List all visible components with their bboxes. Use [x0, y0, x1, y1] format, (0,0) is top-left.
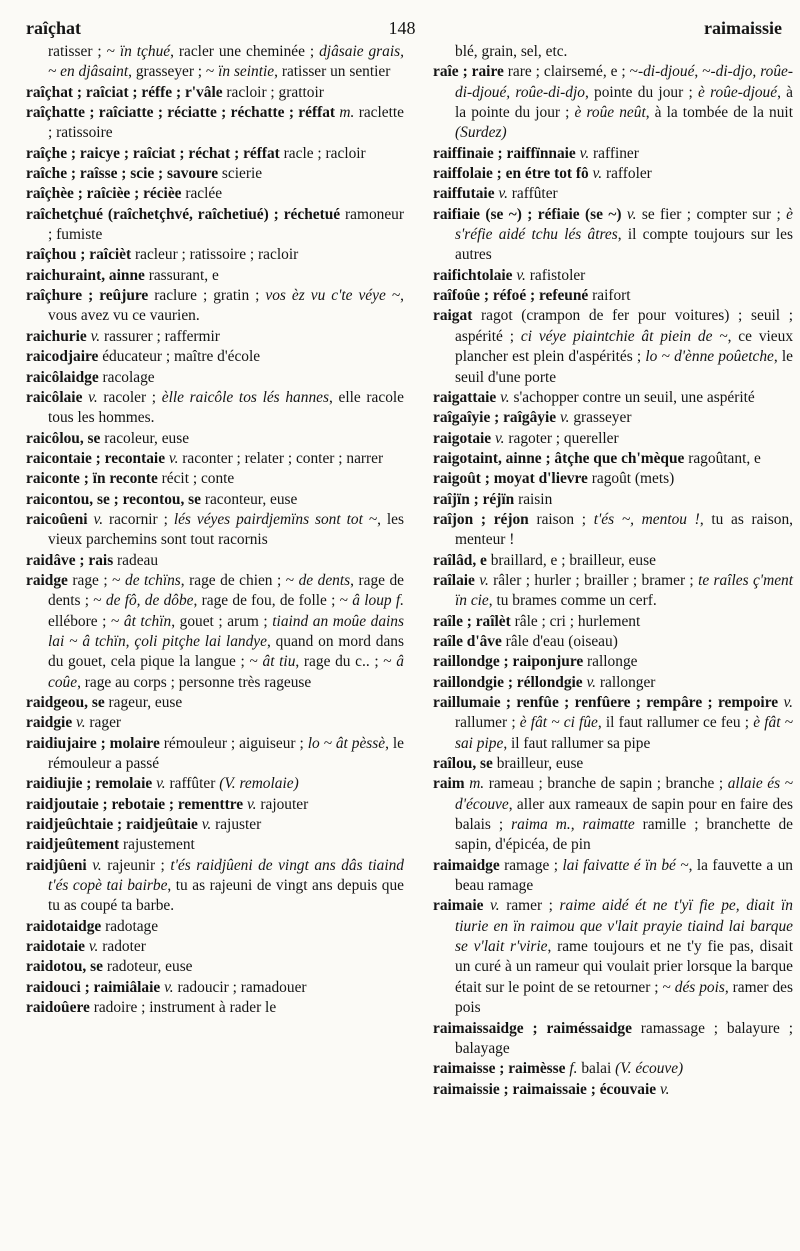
definition-text: rémouleur ; aiguiseur ; — [159, 734, 308, 752]
italic-text: v. — [164, 978, 174, 996]
definition-text: rafistoler — [525, 266, 586, 284]
definition-text: radoire ; instrument à rader le — [89, 999, 277, 1017]
definition-text: rallonge — [583, 653, 638, 671]
headword: raîjïn ; réjïn — [433, 490, 515, 508]
italic-text: v. — [659, 1080, 670, 1098]
headword: raicoûeni — [26, 510, 88, 528]
definition-text: radotage — [101, 917, 159, 935]
italic-text: v. — [500, 388, 510, 406]
definition-text: rager — [85, 714, 122, 732]
left-column — [26, 42, 404, 1019]
definition-text: ratisser ; ~ — [48, 43, 120, 60]
dictionary-entry — [433, 408, 793, 428]
definition-text: rassurant, e — [144, 266, 219, 284]
dictionary-entry — [433, 754, 793, 774]
definition-text: rassurer ; raffermir — [100, 327, 220, 345]
italic-text: v. — [586, 673, 597, 691]
italic-text: è roûe-djoué — [698, 83, 778, 101]
dictionary-entry — [26, 510, 404, 551]
dictionary-entry — [433, 673, 793, 693]
definition-text: , il faut rallumer sa pipe — [503, 734, 651, 752]
dictionary-entry — [26, 734, 404, 775]
dictionary-entry — [26, 571, 404, 693]
headword: raicontou, se ; recontou, se — [26, 490, 201, 508]
dictionary-entry — [26, 164, 404, 184]
definition-text: rallumer ; — [455, 714, 520, 732]
headword: raidjûeni — [26, 856, 87, 874]
headword: raifichtolaie — [433, 266, 513, 284]
dictionary-entry — [26, 103, 404, 144]
definition-text: raconter ; relater ; conter ; narrer — [178, 449, 384, 467]
headword: raidge — [26, 571, 68, 589]
dictionary-entry — [26, 693, 404, 713]
headword: raîlâd, e — [433, 551, 487, 569]
italic-text: ïn seintie — [218, 63, 275, 81]
definition-text: , tu brames comme un cerf. — [488, 592, 657, 610]
italic-text: t'és ~, mentou ! — [593, 510, 700, 528]
italic-text: è fât ~ ci fûe — [519, 714, 598, 732]
definition-text: , rage de chien ; ~ — [180, 571, 299, 589]
headword: raigoût ; moyat d'lievre — [433, 470, 588, 488]
italic-text: v. — [592, 165, 603, 183]
headword: raiconte ; ïn reconte — [26, 470, 158, 488]
headword: raidotaidge — [26, 917, 102, 935]
italic-text: v. — [490, 897, 500, 915]
definition-text: , rage au corps ; personne très rageuse — [77, 673, 312, 691]
headword: raîchetçhué (raîchetçhvé, raîchetiué) ; réchetué — [26, 205, 341, 223]
dictionary-entry — [26, 449, 404, 469]
italic-text: è s'réfie aidé tchu lés âtres — [455, 205, 794, 244]
entry-continuation — [433, 42, 793, 62]
definition-text: ellébore ; ~ — [48, 612, 124, 630]
definition-text: ragoûtant, e — [684, 449, 761, 467]
italic-text: t'és raidjûeni de vingt ans dâs tiaind t'és copè tai bairbe — [48, 856, 404, 895]
dictionary-entry — [433, 144, 793, 164]
italic-text: v. — [88, 388, 98, 406]
dictionary-entry — [26, 795, 404, 815]
definition-text: rajouter — [256, 795, 309, 813]
definition-text: raclette ; ratissoire — [48, 104, 404, 142]
headword: raidouci ; raimiâlaie — [26, 978, 161, 996]
headword: raicontaie ; recontaie — [26, 449, 166, 467]
definition-text: , il faut rallumer ce feu ; — [597, 714, 754, 732]
italic-text: è roûe neût — [574, 104, 646, 122]
italic-text: de tchïns — [125, 571, 181, 589]
dictionary-entry — [433, 429, 793, 449]
headword: raigotaie — [433, 429, 492, 447]
headword: raîçhatte ; raîciatte ; réciatte ; réchatte ; réffat — [26, 104, 336, 122]
dictionary-entry — [26, 917, 404, 937]
headword: raîle d'âve — [433, 632, 502, 650]
headword: raidiujie ; remolaie — [26, 775, 153, 793]
dictionary-entry — [26, 815, 404, 835]
headword: raimaisse ; raimèsse — [433, 1060, 566, 1078]
headword: raidgeou, se — [26, 694, 105, 711]
dictionary-entry — [433, 1019, 793, 1060]
dictionary-entry — [26, 327, 404, 347]
dictionary-entry — [433, 205, 793, 266]
definition-text: ramage ; — [499, 856, 563, 874]
definition-text: , ce vieux plancher est plein d'aspérités ; — [455, 327, 794, 366]
italic-text: lés véyes pairdjemïns sont tot ~ — [173, 510, 378, 528]
italic-text: de fô, de dôbe — [105, 592, 194, 610]
definition-text: racleur ; ratissoire ; racloir — [131, 246, 299, 264]
italic-text: â coûe — [48, 653, 404, 691]
dictionary-entry — [433, 896, 793, 1018]
headword: raigotaint, ainne ; âtçhe que ch'mèque — [433, 449, 685, 467]
italic-text: ât tiu — [262, 653, 296, 671]
dictionary-entry — [433, 184, 793, 204]
dictionary-entry — [433, 449, 793, 469]
definition-text: râle ; cri ; hurlement — [510, 612, 641, 630]
definition-text: raffûter — [165, 775, 220, 793]
definition-text: racoler ; — [97, 388, 162, 406]
definition-text: rajeunir ; — [101, 856, 171, 874]
headword: raidiujaire ; molaire — [26, 734, 160, 752]
headword: raicôlaidge — [26, 368, 99, 386]
definition-text: , la fauvette a un beau ramage — [455, 856, 793, 895]
italic-text: v. — [498, 185, 508, 203]
definition-text: , les vieux parchemins sont tout racornis — [48, 510, 404, 549]
headword: raigattaie — [433, 388, 497, 406]
italic-text: m. — [339, 104, 355, 122]
definition-text: rameau ; branche de sapin ; branche ; — [484, 775, 728, 793]
headword: raîçhe ; raicye ; raîciat ; réchat ; réffat — [26, 144, 280, 162]
headword: raidotou, se — [26, 958, 103, 976]
definition-text: , ~- — [694, 63, 716, 81]
italic-text: de dents — [298, 571, 351, 589]
definition-text: rajustement — [119, 836, 195, 854]
italic-text: te raîles ç'ment ïn cie — [455, 571, 793, 610]
definition-text: récit ; conte — [157, 470, 235, 488]
dictionary-entry — [433, 388, 793, 408]
dictionary-entry — [433, 632, 793, 652]
dictionary-entry — [433, 693, 793, 754]
definition-text: , ratisser un sentier — [274, 63, 391, 81]
definition-text: radoteur, euse — [102, 958, 193, 976]
dictionary-entry — [26, 83, 404, 103]
italic-text: ci véye piaintchie ât piein de ~ — [520, 327, 728, 345]
definition-text: ragoter ; quereller — [504, 429, 619, 447]
dictionary-entry — [433, 164, 793, 184]
italic-text: (V. remolaie) — [219, 775, 299, 793]
headword: raidoûere — [26, 999, 90, 1017]
definition-text: scierie — [218, 165, 263, 183]
headword: raîgaîyie ; raîgâyie — [433, 409, 557, 427]
dictionary-entry — [433, 510, 793, 551]
headword: raigat — [433, 307, 473, 325]
italic-text: m. — [469, 775, 485, 793]
italic-text: ât tchïn — [123, 612, 172, 630]
italic-text: lo ~ ât pèssè — [307, 734, 386, 752]
definition-text: racle ; racloir — [279, 144, 366, 162]
definition-text: raclée — [181, 185, 223, 203]
italic-text: v. — [92, 856, 102, 874]
headword: raiffinaie ; raiffïnnaie — [433, 144, 576, 162]
headword: raillumaie ; renfûe ; renfûere ; rempâre ; rempoire — [433, 694, 779, 711]
dictionary-entry — [26, 490, 404, 510]
page-number: 148 — [388, 18, 416, 38]
italic-text: èlle raicôle tos lés hannes — [161, 388, 329, 406]
italic-text: (V. écouve) — [615, 1060, 684, 1078]
dictionary-entry — [26, 856, 404, 917]
definition-text: raison ; — [528, 510, 594, 528]
dictionary-entry — [433, 286, 793, 306]
definition-text: radoter — [98, 938, 146, 956]
definition-text: , rage de dents ; ~ — [48, 571, 405, 610]
headword: raifiaie (se ~) ; réfiaie (se ~) — [433, 205, 622, 223]
italic-text: allaie és ~ d'écouve — [455, 775, 793, 813]
definition-text: s'achopper contre un seuil, une aspérité — [509, 388, 755, 406]
definition-text: , à la tombée de la nuit — [645, 104, 793, 122]
headword: raîle ; raîlèt — [433, 612, 511, 630]
headword: raim — [433, 775, 465, 793]
italic-text: lo ~ d'ènne poûetche — [645, 348, 774, 366]
dictionary-entry — [26, 347, 404, 367]
definition-text: , rage du c.. ; ~ — [295, 653, 397, 671]
entry-continuation — [26, 42, 404, 83]
dictionary-entry — [26, 245, 404, 265]
headword: raîjon ; réjon — [433, 510, 529, 528]
definition-text: ramer ; — [499, 897, 560, 915]
headword: raidotaie — [26, 938, 85, 956]
dictionary-entry — [433, 774, 793, 855]
headword: raîlaie — [433, 571, 475, 589]
definition-text: , quand on mord dans du gouet, cela pique la langue ; ~ — [48, 632, 404, 671]
definition-text: ragoût (mets) — [587, 470, 675, 488]
italic-text: vos èz vu c'te véye ~ — [265, 287, 401, 305]
headword: raidgie — [26, 714, 73, 732]
definition-text: racornir ; — [103, 510, 174, 528]
italic-text: è fât ~ sai pipe — [455, 714, 793, 752]
definition-text: râle d'eau (oiseau) — [501, 632, 618, 650]
definition-text: rageur, euse — [104, 694, 183, 711]
headword: raicodjaire — [26, 348, 99, 366]
headword: raidjeûchtaie ; raidjeûtaie — [26, 816, 198, 834]
headword: raîçhat ; raîciat ; réffe ; r'vâle — [26, 83, 223, 101]
definition-text: rallonger — [596, 673, 656, 691]
definition-text: raisin — [514, 490, 553, 508]
headword: raicôlou, se — [26, 429, 101, 447]
headword: raîfoûe ; réfoé ; refeuné — [433, 287, 589, 305]
definition-text: brailleur, euse — [492, 755, 584, 773]
definition-text: ramoneur ; fumiste — [48, 205, 404, 244]
dictionary-entry — [26, 388, 404, 429]
italic-text: v. — [479, 571, 489, 589]
page-header — [22, 14, 782, 42]
headword: raîçhure ; reûjure — [26, 287, 149, 305]
italic-text: v. — [90, 327, 101, 345]
dictionary-entry — [26, 957, 404, 977]
definition-text: raifort — [588, 287, 631, 305]
italic-text: v. — [93, 510, 104, 528]
headword: raiffolaie ; en étre tot fô — [433, 165, 589, 183]
italic-text: f. — [569, 1060, 578, 1078]
headword: raîlou, se — [433, 755, 493, 773]
definition-text: ramassage ; balayure ; balayage — [455, 1019, 793, 1057]
headword: raillondgie ; réllondgie — [433, 673, 583, 691]
definition-text: raconteur, euse — [200, 490, 298, 508]
dictionary-entry — [26, 551, 404, 571]
headword: raîche ; raîsse ; scie ; savoure — [26, 165, 219, 183]
dictionary-entry — [26, 368, 404, 388]
definition-text: braillard, e ; brailleur, euse — [486, 551, 656, 569]
dictionary-entry — [433, 1059, 793, 1079]
definition-text: , tu as rajeuni de vingt ans depuis que tu as coupé ta barbe. — [48, 877, 404, 915]
definition-text: balai — [577, 1060, 616, 1078]
dictionary-entry — [26, 774, 404, 794]
definition-text: râler ; hurler ; brailler ; bramer ; — [488, 571, 699, 589]
headword: raimaissaidge ; raiméssaidge — [433, 1019, 632, 1037]
italic-text: â loup f. — [352, 592, 404, 610]
definition-text: , le seuil d'une porte — [455, 348, 793, 386]
dictionary-entry — [26, 205, 404, 246]
dictionary-entry — [433, 306, 793, 387]
italic-text: lai faivatte é ïn bé ~ — [562, 856, 689, 874]
dictionary-entry — [433, 856, 793, 897]
italic-text: raime aidé ét ne t'yï fie pe, diait ïn tiurie en ïn raimou que v'lait prayie tiaind lai barque se v'lait r'virie — [455, 897, 793, 956]
italic-text: v. — [88, 938, 99, 956]
definition-text: raffoler — [602, 165, 652, 183]
italic-text: v. — [76, 714, 86, 732]
headword: raimaie — [433, 897, 484, 915]
italic-text: v. — [201, 816, 212, 834]
header-first-headword: raîçhat — [26, 18, 81, 38]
definition-text: racolage — [98, 368, 155, 386]
definition-text: , gouet ; arum ; — [171, 612, 273, 630]
definition-text: , à la pointe du jour ; — [455, 83, 794, 122]
dictionary-entry — [26, 429, 404, 449]
dictionary-entry — [26, 835, 404, 855]
dictionary-entry — [433, 469, 793, 489]
definition-text: , pointe du jour ; — [584, 83, 699, 101]
italic-text: v. — [626, 205, 637, 223]
definition-text: radoucir ; ramadouer — [173, 978, 307, 996]
definition-text: raclure ; gratin ; — [148, 287, 266, 305]
definition-text: , racler une cheminée ; — [170, 43, 320, 60]
definition-text: racloir ; grattoir — [222, 83, 324, 101]
italic-text: dés pois — [674, 978, 725, 996]
definition-text: , vous avez vu ce vaurien. — [48, 287, 404, 325]
headword: raîçhèe ; raîcièe ; récièe — [26, 185, 182, 203]
definition-text: , le rémouleur a passé — [48, 734, 404, 773]
dictionary-entry — [433, 62, 793, 143]
headword: raîçhou ; raîcièt — [26, 246, 132, 264]
italic-text: v. — [168, 449, 179, 467]
dictionary-entry — [433, 1080, 793, 1100]
definition-text: se fier ; compter sur ; — [636, 205, 787, 223]
dictionary-entry — [433, 490, 793, 510]
definition-text: , il compte toujours sur les autres — [455, 226, 793, 264]
headword: raiffutaie — [433, 185, 495, 203]
definition-text: rare ; clairsemé, e ; ~- — [503, 63, 644, 81]
dictionary-entry — [26, 978, 404, 998]
dictionary-entry — [26, 713, 404, 733]
headword: raichurie — [26, 327, 87, 345]
italic-text: tiaind an moûe dains lai ~ â tchïn, çoli pitçhe lai landye — [48, 612, 404, 650]
headword: raicôlaie — [26, 388, 83, 406]
headword: raimaidge — [433, 856, 500, 874]
italic-text: v. — [783, 694, 793, 711]
definition-text: éducateur ; maître d'école — [98, 348, 261, 366]
definition-text: racoleur, euse — [100, 429, 190, 447]
definition-text: , tu as raison, menteur ! — [455, 510, 793, 549]
definition-text: , rage de fou, de folle ; ~ — [193, 592, 353, 610]
dictionary-entry — [26, 998, 404, 1018]
italic-text: (Surdez) — [455, 124, 507, 142]
dictionary-entry — [26, 266, 404, 286]
italic-text: raima m., raimatte — [511, 816, 635, 834]
definition-text: , ramer des pois — [455, 978, 793, 1017]
italic-text: djâsaie grais, ~ en djâsaint — [48, 43, 404, 81]
italic-text: v. — [494, 429, 505, 447]
dictionary-entry — [433, 266, 793, 286]
definition-text: ragot (crampon de fer pour voitures) ; seuil ; aspérité ; — [455, 307, 793, 345]
italic-text: v. — [516, 266, 526, 284]
definition-text: grasseyer — [569, 409, 632, 427]
headword: raillondge ; raiponjure — [433, 653, 584, 671]
definition-text: raffûter — [507, 185, 558, 203]
entry-columns — [22, 42, 794, 1242]
italic-text: v. — [156, 775, 166, 793]
dictionary-entry — [26, 286, 404, 327]
headword: raidjeûtement — [26, 836, 120, 854]
definition-text: rage ; ~ — [67, 571, 125, 589]
italic-text: di-djoué — [643, 63, 695, 81]
header-last-headword: raimaissie — [704, 18, 782, 38]
dictionary-entry — [26, 184, 404, 204]
dictionary-entry — [433, 652, 793, 672]
right-column — [433, 42, 793, 1100]
italic-text: di-djo, roûe-di-djoué, roûe-di-djo — [455, 63, 793, 101]
dictionary-entry — [433, 551, 793, 571]
headword: raidjoutaie ; rebotaie ; rementtre — [26, 795, 244, 813]
italic-text: v. — [579, 144, 590, 162]
dictionary-entry — [26, 144, 404, 164]
definition-text: blé, grain, sel, etc. — [455, 43, 568, 60]
headword: raidâve ; rais — [26, 551, 114, 569]
definition-text: radeau — [113, 551, 159, 569]
definition-text: , grasseyer ; ~ — [128, 63, 219, 81]
dictionary-entry — [433, 571, 793, 612]
italic-text: v. — [246, 795, 257, 813]
italic-text: ïn tçhué — [119, 43, 171, 60]
dictionary-entry — [26, 469, 404, 489]
definition-text: raffiner — [589, 144, 639, 162]
definition-text: , rame toujours et ne t'y fie pas, disait un curé à un rameur qui voulait prier lorsque la barque était sur le point de se retourner ; ~ — [455, 938, 793, 996]
dictionary-entry — [26, 937, 404, 957]
definition-text: , aller aux rameaux de sapin pour en faire des balais ; — [455, 795, 793, 834]
definition-text: rajuster — [211, 816, 262, 834]
headword: raichuraint, ainne — [26, 266, 145, 284]
headword: raimaissie ; raimaissaie ; écouvaie — [433, 1080, 657, 1098]
dictionary-entry — [433, 612, 793, 632]
definition-text: ramille ; branchette de sapin, d'épicéa, de pin — [455, 816, 793, 854]
italic-text: v. — [559, 409, 570, 427]
definition-text: , elle racole tous les hommes. — [48, 388, 404, 427]
headword: raîe ; raire — [433, 63, 504, 81]
